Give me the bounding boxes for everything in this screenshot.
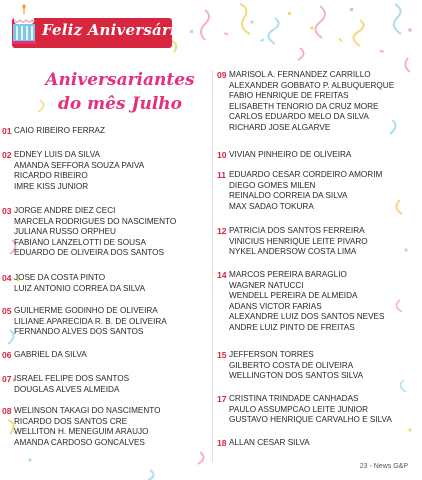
person-name: GUSTAVO HENRIQUE CARVALHO E SILVA xyxy=(229,415,392,425)
person-name: WELINSON TAKAGI DO NASCIMENTO xyxy=(14,406,161,415)
day-number: 04 xyxy=(2,273,12,283)
person-name: RICARDO DOS SANTOS CRE xyxy=(14,416,128,426)
person-name: VIVIAN PINHEIRO DE OLIVEIRA xyxy=(229,150,352,159)
person-name: ELISABETH TENORIO DA CRUZ MORE xyxy=(229,101,379,111)
person-name: AMANDA CARDOSO GONCALVES xyxy=(14,437,145,447)
day-number: 06 xyxy=(2,350,12,360)
person-name: GABRIEL DA SILVA xyxy=(14,350,87,359)
person-name: VINICIUS HENRIQUE LEITE PIVARO xyxy=(229,236,368,246)
person-name: ISRAEL FELIPE DOS SANTOS xyxy=(14,374,130,383)
person-name: MAX SADAO TOKURA xyxy=(229,201,314,211)
person-name: FERNANDO ALVES DOS SANTOS xyxy=(14,327,144,337)
person-name: ALLAN CESAR SILVA xyxy=(229,438,310,447)
person-name: DOUGLAS ALVES ALMEIDA xyxy=(14,384,120,394)
person-name: FABIANO LANZELOTTI DE SOUSA xyxy=(14,237,146,247)
birthday-group xyxy=(2,150,144,192)
header-title: Feliz Aniversário! xyxy=(42,21,193,39)
person-name: GUILHERME GODINHO DE OLIVEIRA xyxy=(14,306,158,315)
person-name: ANDRE LUIZ PINTO DE FREITAS xyxy=(229,322,355,332)
day-number: 02 xyxy=(2,150,12,160)
page-footer: 23 - News G&P xyxy=(359,463,408,470)
day-number: 05 xyxy=(2,306,12,316)
person-name: JULIANA RUSSO ORPHEU xyxy=(14,227,116,237)
person-name: JORGE ANDRE DIEZ CECI xyxy=(14,206,116,215)
person-name: IMRE KISS JUNIOR xyxy=(14,181,89,191)
birthday-group xyxy=(2,374,129,395)
person-name: CARLOS EDUARDO MELO DA SILVA xyxy=(229,112,369,122)
birthday-group xyxy=(2,273,145,294)
birthday-group xyxy=(217,70,394,134)
birthday-group xyxy=(217,150,351,161)
person-name: WELLINGTON DOS SANTOS SILVA xyxy=(229,371,364,381)
day-number: 07 xyxy=(2,374,12,384)
day-number: 14 xyxy=(217,270,227,280)
person-name: MARISOL A. FERNANDEZ CARRILLO xyxy=(229,70,371,79)
section-title-line2: do mês Julho xyxy=(58,94,182,114)
person-name: FABIO HENRIQUE DE FREITAS xyxy=(229,91,349,101)
day-number: 18 xyxy=(217,438,227,448)
day-number: 10 xyxy=(217,150,227,160)
day-number: 01 xyxy=(2,126,12,136)
person-name: ADANS VICTOR FARIAS xyxy=(229,301,322,311)
column-divider xyxy=(212,70,213,462)
birthday-group xyxy=(2,350,87,361)
person-name: RICARDO RIBEIRO xyxy=(14,171,88,181)
person-name: DIEGO GOMES MILEN xyxy=(229,180,316,190)
person-name: EDUARDO DE OLIVEIRA DOS SANTOS xyxy=(14,248,164,258)
person-name: JEFFERSON TORRES xyxy=(229,350,314,359)
birthday-group xyxy=(217,170,382,212)
day-number: 12 xyxy=(217,226,227,236)
day-number: 17 xyxy=(217,394,227,404)
person-name: PATRICIA DOS SANTOS FERREIRA xyxy=(229,226,365,235)
person-name: WAGNER NATUCCI xyxy=(229,280,304,290)
birthday-group xyxy=(217,350,363,382)
person-name: LILIANE APARECIDA R. B. DE OLIVEIRA xyxy=(14,316,167,326)
person-name: JOSE DA COSTA PINTO xyxy=(14,273,106,282)
person-name: MARCOS PEREIRA BARAGLIO xyxy=(229,270,347,279)
person-name: CAIO RIBEIRO FERRAZ xyxy=(14,126,105,135)
day-number: 15 xyxy=(217,350,227,360)
birthday-group xyxy=(217,438,310,449)
person-name: REINALDO CORREIA DA SILVA xyxy=(229,191,348,201)
person-name: MARCELA RODRIGUES DO NASCIMENTO xyxy=(14,216,177,226)
person-name: RICHARD JOSE ALGARVE xyxy=(229,122,331,132)
birthday-group xyxy=(217,394,392,426)
birthday-group xyxy=(2,306,167,338)
birthday-cake-icon xyxy=(8,4,40,48)
person-name: CRISTINA TRINDADE CANHADAS xyxy=(229,394,359,403)
birthday-group xyxy=(217,226,368,258)
person-name: AMANDA SEFFORA SOUZA PAIVA xyxy=(14,160,145,170)
birthday-group xyxy=(2,126,105,137)
birthday-group xyxy=(2,406,161,448)
person-name: ALEXANDER GOBBATO P. ALBUQUERQUE xyxy=(229,80,395,90)
birthday-group xyxy=(2,206,176,259)
person-name: EDUARDO CESAR CORDEIRO AMORIM xyxy=(229,170,383,179)
person-name: ALEXANDRE LUIZ DOS SANTOS NEVES xyxy=(229,312,385,322)
person-name: EDNEY LUIS DA SILVA xyxy=(14,150,101,159)
day-number: 08 xyxy=(2,406,12,416)
person-name: WELLITON H. MENEGUIM ARAUJO xyxy=(14,427,149,437)
day-number: 09 xyxy=(217,70,227,80)
person-name: GILBERTO COSTA DE OLIVEIRA xyxy=(229,360,354,370)
day-number: 03 xyxy=(2,206,12,216)
section-title-line1: Aniversariantes xyxy=(45,70,195,90)
birthday-group xyxy=(217,270,384,334)
person-name: LUIZ ANTONIO CORREA DA SILVA xyxy=(14,283,146,293)
day-number: 11 xyxy=(217,170,227,180)
person-name: WENDELL PEREIRA DE ALMEIDA xyxy=(229,291,358,301)
person-name: NYKEL ANDERSOW COSTA LIMA xyxy=(229,247,357,257)
person-name: PAULO ASSUMPCAO LEITE JUNIOR xyxy=(229,404,369,414)
